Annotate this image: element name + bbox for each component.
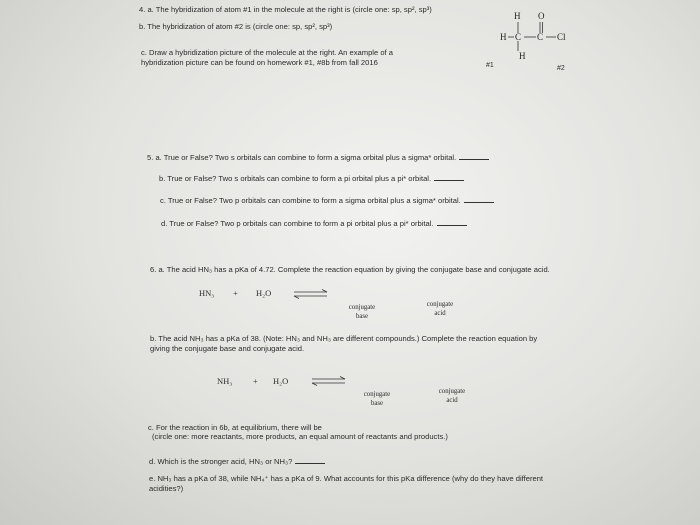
q5b-text: b. True or False? Two s orbitals can combine to form a pi orbital plus a pi* orbital. [159, 174, 464, 183]
q6b-text-line1: b. The acid NH₃ has a pKa of 38. (Note: HN₃ and NH₃ are different compounds.) Complete the reaction equation by [150, 334, 538, 343]
q6e-text-line2: acidities?) [149, 484, 184, 493]
q5d-text: d. True or False? Two p orbitals can combine to form a pi orbital plus a pi* orbital. [161, 219, 467, 228]
molecule-top-h: H [514, 11, 521, 21]
eq1-plus: + [233, 288, 238, 298]
eq2-reactant2: H₂O [273, 376, 289, 386]
molecule-bonds [495, 10, 575, 70]
q6c-text-line2: (circle one: more reactants, more products, an equal amount of reactants and products.) [152, 432, 448, 441]
eq1-conjugate-acid-label: conjugate acid [426, 301, 454, 317]
q4a-text: 4. a. The hybridization of atom #1 in the molecule at the right is (circle one: sp, sp², sp³) [139, 5, 432, 14]
eq2-plus: + [253, 376, 258, 386]
q6e-text-line1: e. NH₃ has a pKa of 38, while NH₄⁺ has a pKa of 9. What accounts for this pKa difference (why do they have different [149, 474, 544, 483]
q4c-text-line1: c. Draw a hybridization picture of the molecule at the right. An example of a [141, 48, 393, 57]
atom-label-1: #1 [486, 62, 494, 69]
q5c-text: c. True or False? Two p orbitals can combine to form a sigma orbital plus a sigma* orbital. [160, 196, 494, 205]
eq2-conjugate-acid-label: conjugate acid [438, 388, 466, 404]
q6c-text-line1: c. For the reaction in 6b, at equilibrium, there will be [148, 423, 322, 432]
molecule-cl: Cl [557, 32, 566, 42]
molecule-h: H [500, 32, 507, 42]
q4b-text: b. The hybridization of atom #2 is (circle one: sp, sp², sp³) [139, 22, 333, 31]
eq1-reactant2: H₂O [256, 288, 272, 298]
molecule-c2: C [537, 32, 544, 42]
molecule-top-o: O [538, 11, 545, 21]
q6b-text-line2: giving the conjugate base and conjugate acid. [150, 344, 305, 353]
q6d-text: d. Which is the stronger acid, HN₃ or NH₃? [149, 457, 325, 466]
equilibrium-arrow-1 [293, 289, 329, 299]
molecule-bottom-h: H [519, 51, 526, 61]
q5a-text: 5. a. True or False? Two s orbitals can combine to form a sigma orbital plus a sigma* orbital. [147, 153, 489, 162]
atom-label-2: #2 [557, 65, 565, 72]
equilibrium-arrow-2 [311, 376, 347, 386]
eq1-reactant1: HN₃ [199, 288, 215, 298]
q4c-text-line2: hybridization picture can be found on homework #1, #8b from fall 2016 [141, 58, 378, 67]
eq2-conjugate-base-label: conjugate base [363, 391, 391, 407]
molecule-c1: C [515, 32, 522, 42]
eq2-reactant1: NH₃ [217, 376, 233, 386]
q6a-text: 6. a. The acid HN₃ has a pKa of 4.72. Complete the reaction equation by giving the conjugate base and conjugate acid. [150, 265, 550, 274]
eq1-conjugate-base-label: conjugate base [348, 304, 376, 320]
